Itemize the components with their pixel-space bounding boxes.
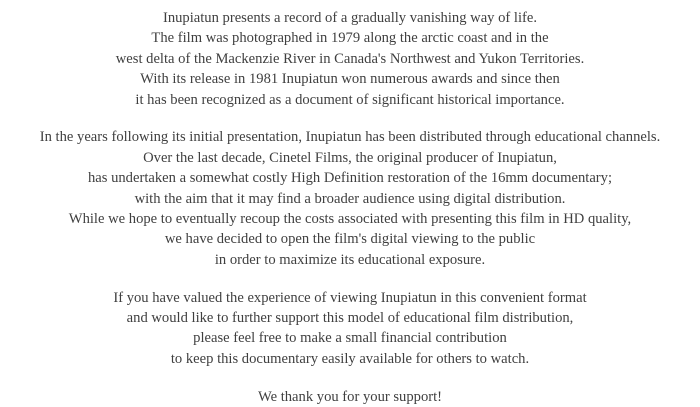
text-line: in order to maximize its educational exposure. [214, 251, 486, 268]
text-line: Inupiatun presents a record of a gradually vanishing way of life. [162, 10, 538, 26]
text-line: has undertaken a somewhat costly High Definition restoration of the 16mm documentary; [87, 170, 613, 187]
text-line: please feel free to make a small financial contribution [193, 330, 507, 347]
paragraph-support-request [10, 288, 690, 370]
text-line: If you have valued the experience of viewing Inupiatun in this convenient format [113, 289, 587, 306]
text-line: west delta of the Mackenzie River in Canada's Northwest and Yukon Territories. [115, 50, 585, 67]
text-line: to keep this documentary easily available for others to watch. [170, 350, 530, 367]
text-line: it has been recognized as a document of significant historical importance. [135, 91, 565, 108]
text-line: The film was photographed in 1979 along the arctic coast and in the [151, 30, 549, 47]
text-line: In the years following its initial presentation, Inupiatun has been distributed through educational channels. [39, 129, 661, 146]
text-line: With its release in 1981 Inupiatun won numerous awards and since then [140, 71, 560, 88]
text-line: we have decided to open the film's digital viewing to the public [164, 231, 536, 248]
closing-line: We thank you for your support! [257, 388, 443, 405]
paragraph-distribution [10, 127, 690, 270]
text-line: While we hope to eventually recoup the costs associated with presenting this film in HD quality, [68, 211, 632, 228]
paragraph-intro [10, 8, 690, 110]
text-line: and would like to further support this model of educational film distribution, [126, 310, 574, 326]
text-line: Over the last decade, Cinetel Films, the original producer of Inupiatun, [143, 149, 557, 166]
text-line: with the aim that it may find a broader audience using digital distribution. [134, 190, 566, 207]
